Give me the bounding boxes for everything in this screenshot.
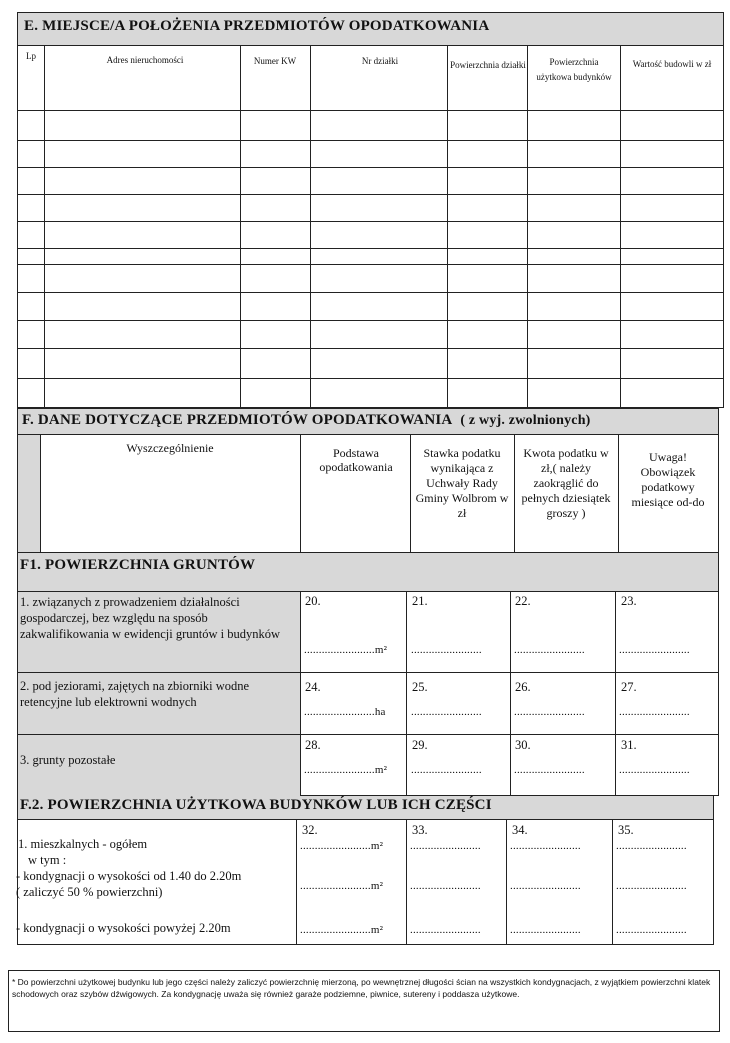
field-28-input[interactable]: ........................m² xyxy=(304,764,388,776)
field-27-input[interactable]: ........................ xyxy=(619,706,690,718)
field-30-label: 30. xyxy=(515,738,531,752)
field-33-input-high[interactable]: ........................ xyxy=(410,924,481,936)
section-f-title xyxy=(22,412,712,429)
f2-row-50-percent: ( zaliczyć 50 % powierzchni) xyxy=(16,885,163,899)
field-32-label: 32. xyxy=(302,823,318,837)
col-building-value: Wartość budowli w zł xyxy=(632,59,712,69)
field-34-input-high[interactable]: ........................ xyxy=(510,924,581,936)
field-23-label: 23. xyxy=(621,594,637,608)
col-address: Adres nieruchomości xyxy=(106,55,184,65)
f2-row-including: w tym : xyxy=(28,853,67,867)
field-20-label: 20. xyxy=(305,594,321,608)
field-35-input-high[interactable]: ........................ xyxy=(616,924,687,936)
field-35-input-total[interactable]: ........................ xyxy=(616,840,687,852)
field-32-input-high[interactable]: ........................m² xyxy=(300,924,384,936)
field-34-input-total[interactable]: ........................ xyxy=(510,840,581,852)
field-28-label: 28. xyxy=(305,738,321,752)
field-22-label: 22. xyxy=(515,594,531,608)
col-tax-base: Podstawa opodatkowania xyxy=(319,446,393,474)
col-plot-number: Nr działki xyxy=(361,56,399,66)
col-tax-amount: Kwota podatku w zł,( należy zaokrąglić do pełnych dziesiątek groszy ) xyxy=(521,446,611,520)
field-29-label: 29. xyxy=(412,738,428,752)
col-kw-number: Numer KW xyxy=(253,56,297,66)
f2-row-height-140-220: - kondygnacji o wysokości od 1.40 do 2.20m xyxy=(16,869,242,883)
col-lp: Lp xyxy=(26,51,36,61)
field-33-label: 33. xyxy=(412,823,428,837)
f2-row-height-above-220: - kondygnacji o wysokości powyżej 2.20m xyxy=(16,921,231,935)
f2-row-residential-total: 1. mieszkalnych - ogółem xyxy=(18,837,148,851)
field-34-label: 34. xyxy=(512,823,528,837)
field-34-input-low[interactable]: ........................ xyxy=(510,880,581,892)
field-32-input-low[interactable]: ........................m² xyxy=(300,880,384,892)
section-e-title: E. MIEJSCE/A POŁOŻENIA PRZEDMIOTÓW OPODATKOWANIA xyxy=(24,18,490,34)
field-24-input[interactable]: ........................ha xyxy=(304,706,386,718)
field-22-input[interactable]: ........................ xyxy=(514,644,585,656)
col-note: Uwaga! Obowiązek podatkowy miesiące od-do xyxy=(631,450,705,509)
field-25-label: 25. xyxy=(412,680,428,694)
col-specification: Wyszczególnienie xyxy=(126,441,214,455)
section-f2-title: F.2. POWIERZCHNIA UŻYTKOWA BUDYNKÓW LUB ICH CZĘŚCI xyxy=(20,797,492,813)
field-35-input-low[interactable]: ........................ xyxy=(616,880,687,892)
f1-row2-label: 2. pod jeziorami, zajętych na zbiorniki wodne retencyjne lub elektrowni wodnych xyxy=(20,679,250,709)
field-29-input[interactable]: ........................ xyxy=(411,764,482,776)
section-f1-title: F1. POWIERZCHNIA GRUNTÓW xyxy=(20,557,256,573)
field-31-input[interactable]: ........................ xyxy=(619,764,690,776)
col-plot-area: Powierzchnia działki xyxy=(450,60,526,70)
field-21-label: 21. xyxy=(412,594,428,608)
col-tax-rate: Stawka podatku wynikająca z Uchwały Rady Gminy Wolbrom w zł xyxy=(415,446,509,520)
field-26-label: 26. xyxy=(515,680,531,694)
field-20-input[interactable]: ........................m² xyxy=(304,644,388,656)
section-f-title-main: F. DANE DOTYCZĄCE PRZEDMIOTÓW OPODATKOWANIA xyxy=(22,412,453,428)
field-21-input[interactable]: ........................ xyxy=(411,644,482,656)
field-26-input[interactable]: ........................ xyxy=(514,706,585,718)
field-35-label: 35. xyxy=(618,823,634,837)
section-f-title-note: ( z wyj. zwolnionych) xyxy=(460,413,591,428)
field-30-input[interactable]: ........................ xyxy=(514,764,585,776)
field-33-input-low[interactable]: ........................ xyxy=(410,880,481,892)
section-e-table xyxy=(17,46,724,408)
field-27-label: 27. xyxy=(621,680,637,694)
field-23-input[interactable]: ........................ xyxy=(619,644,690,656)
field-32-input-total[interactable]: ........................m² xyxy=(300,840,384,852)
f1-row1-label: 1. związanych z prowadzeniem działalności gospodarczej, bez względu na sposób zakwalifikowania w ewidencji gruntów i budynków xyxy=(20,595,281,641)
field-24-label: 24. xyxy=(305,680,321,694)
col-usable-area: Powierzchnia użytkowa budynków xyxy=(536,57,612,82)
f1-row3-label: 3. grunty pozostałe xyxy=(20,753,116,767)
footnote-text: * Do powierzchni użytkowej budynku lub jego części należy zaliczyć powierzchnię mierzoną, po wewnętrznej długości ścian na wszystkich kondygnacjach, z wyjątkiem powierzchni klatek schodowych oraz szybów dźwigowych. Za kondygnację uważa się również garaże podziemne, piwnice, sutereny i poddasza użytkowe. xyxy=(12,977,711,999)
field-33-input-total[interactable]: ........................ xyxy=(410,840,481,852)
field-31-label: 31. xyxy=(621,738,637,752)
field-25-input[interactable]: ........................ xyxy=(411,706,482,718)
